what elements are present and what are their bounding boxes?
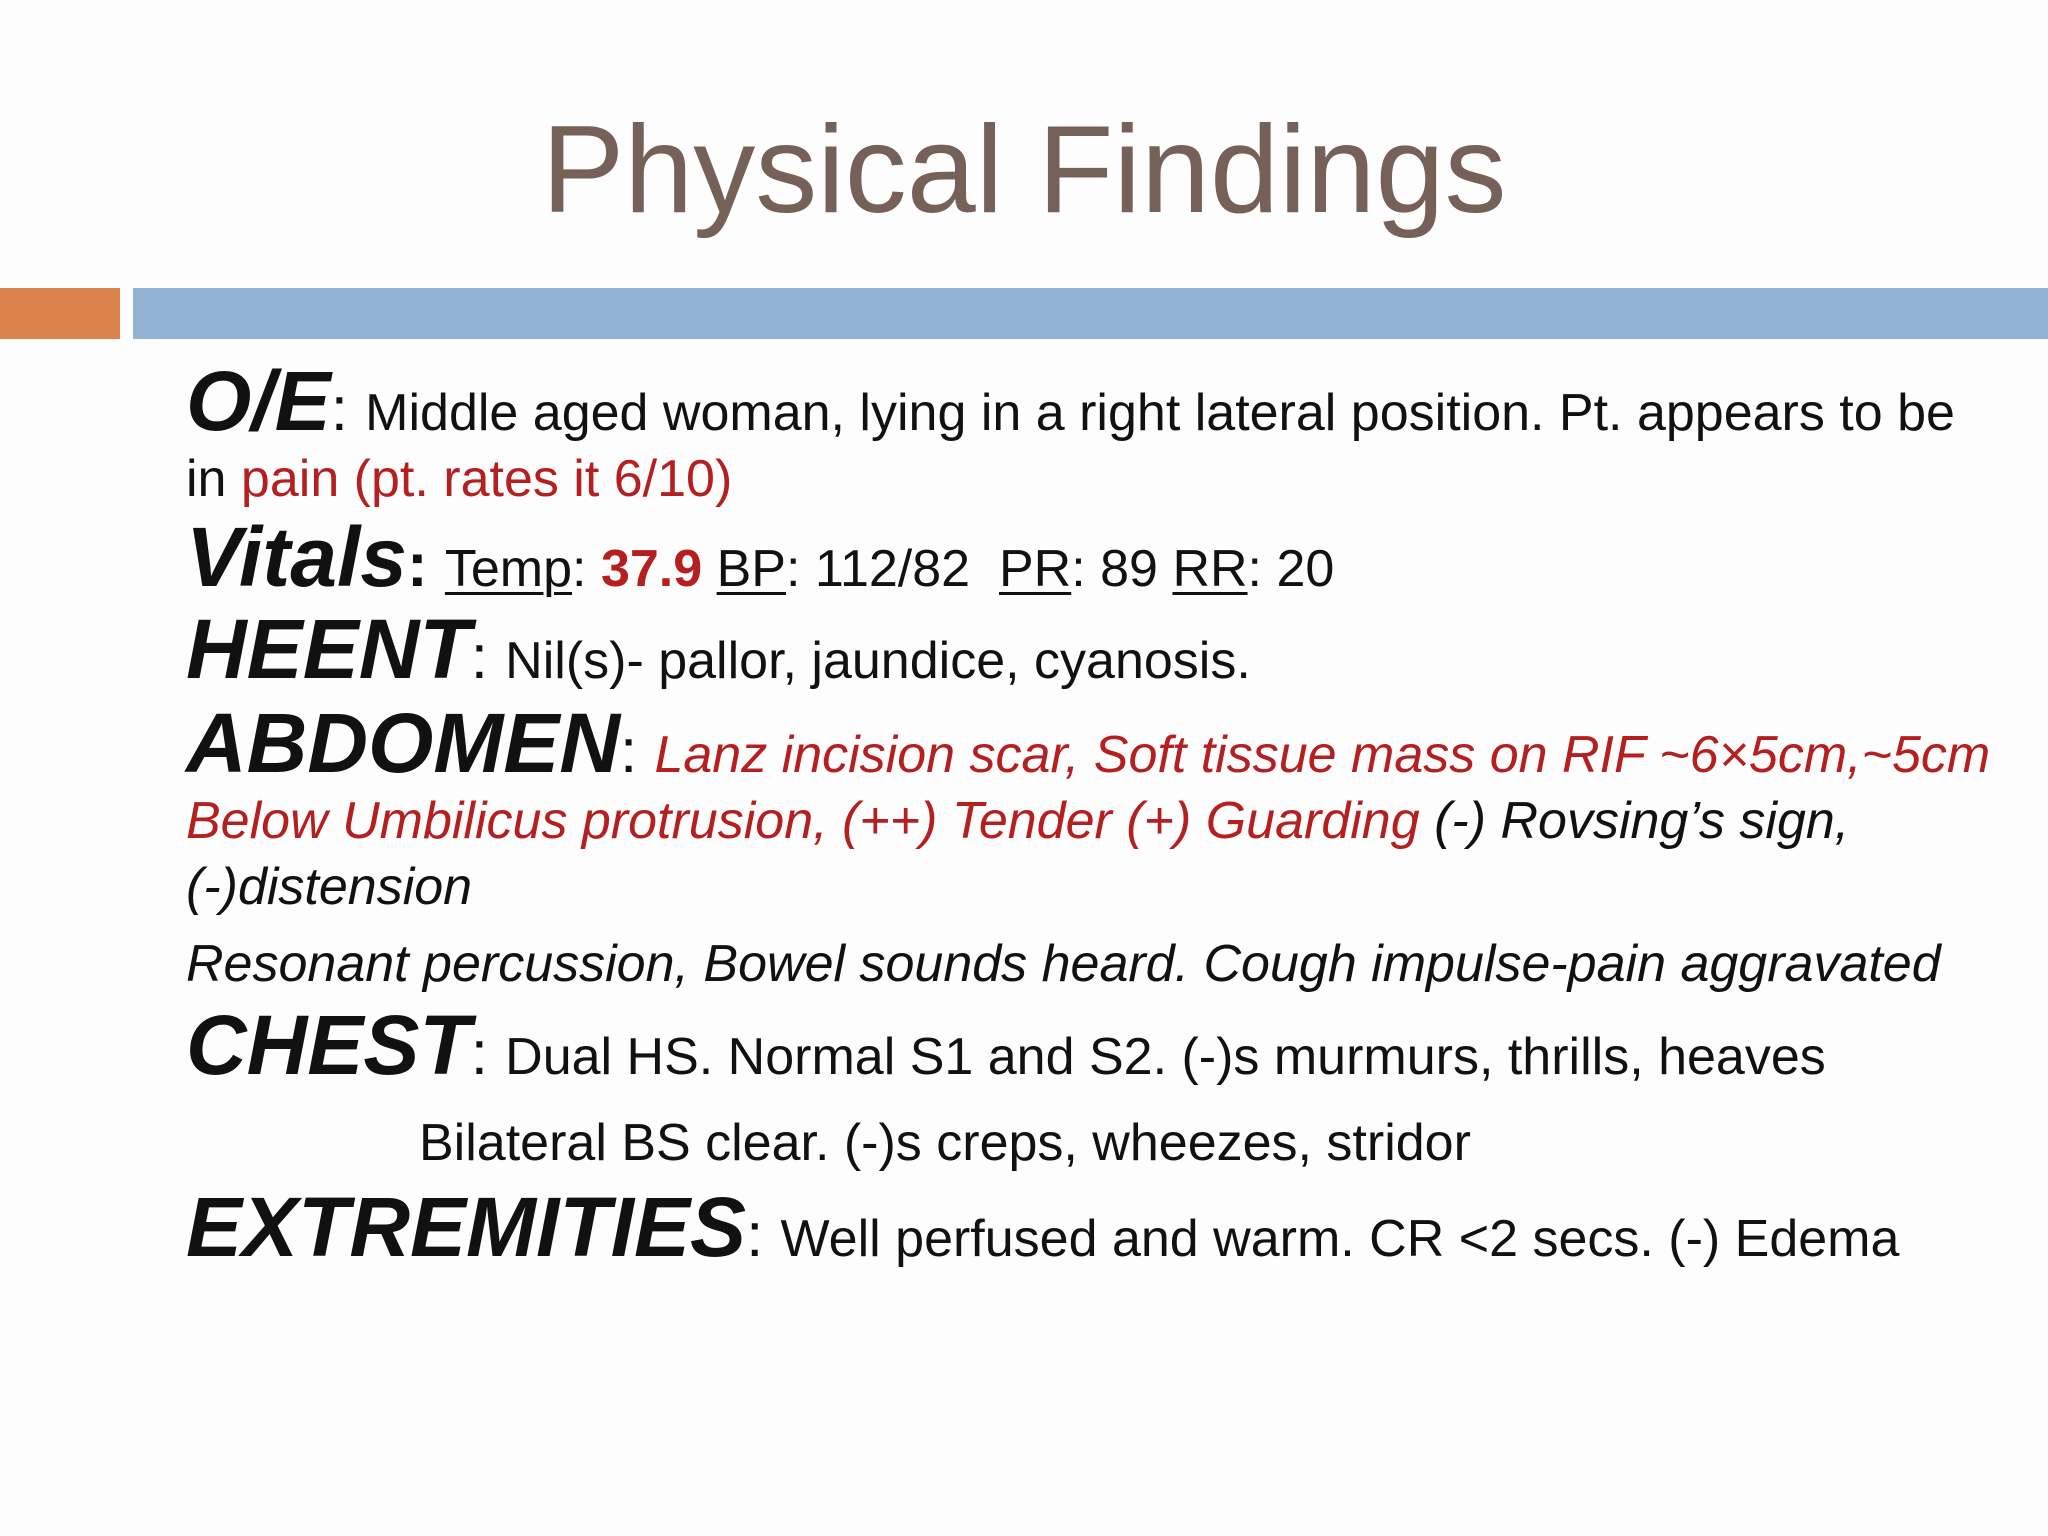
extremities-text: Well perfused and warm. CR <2 secs. (-) Edema bbox=[780, 1210, 1900, 1268]
oe-paragraph bbox=[186, 354, 2006, 512]
heent-paragraph bbox=[186, 602, 2006, 696]
bp-value: 112/82 bbox=[814, 540, 971, 598]
extremities-colon: : bbox=[746, 1201, 781, 1270]
oe-text: Middle aged woman, lying in a right lateral position. Pt. appears to be in bbox=[186, 384, 1955, 508]
abdomen-black-text: (-) Rovsing’s sign, (-)distension bbox=[186, 792, 1850, 916]
abdomen-red-text: Lanz incision scar, Soft tissue mass on RIF ~6×5cm,~5cm Below Umbilicus protrusion, (++) Tender (+) Guarding bbox=[186, 726, 1991, 850]
heent-heading: HEENT bbox=[186, 602, 471, 696]
temp-label: Temp bbox=[444, 540, 573, 598]
chest-paragraph bbox=[186, 998, 2006, 1092]
chest-heading: CHEST bbox=[186, 998, 471, 1092]
slide-body bbox=[186, 354, 2006, 1274]
oe-heading: O/E bbox=[186, 354, 331, 448]
vitals-paragraph: Vitals: Temp: 37.9 BP: 112/82 PR: 89 RR: 20 bbox=[186, 510, 1335, 604]
pr-label: PR bbox=[998, 540, 1072, 598]
bp-label: BP bbox=[716, 540, 786, 598]
extremities-heading: EXTREMITIES bbox=[186, 1180, 747, 1274]
abdomen-heading: ABDOMEN bbox=[186, 696, 620, 790]
accent-bar-orange bbox=[0, 288, 120, 339]
rr-label: RR bbox=[1172, 540, 1248, 598]
pr-value: 89 bbox=[1100, 540, 1158, 598]
accent-bar-blue bbox=[133, 288, 2048, 339]
chest-colon: : bbox=[470, 1019, 506, 1088]
heent-colon: : bbox=[470, 623, 506, 692]
rr-value: 20 bbox=[1276, 540, 1335, 598]
abdomen-line2: Resonant percussion, Bowel sounds heard. Cough impulse-pain aggravated bbox=[186, 935, 1941, 993]
vitals-colon: : bbox=[407, 531, 445, 600]
slide-title: Physical Findings bbox=[541, 101, 1507, 239]
vitals-heading: Vitals bbox=[186, 510, 407, 604]
abdomen-paragraph bbox=[186, 696, 2006, 920]
chest-line1: Dual HS. Normal S1 and S2. (-)s murmurs, thrills, heaves bbox=[505, 1028, 1826, 1086]
chest-line2: Bilateral BS clear. (-)s creps, wheezes, stridor bbox=[419, 1114, 1471, 1172]
oe-colon: : bbox=[330, 375, 366, 444]
oe-pain-text: pain (pt. rates it 6/10) bbox=[240, 450, 733, 508]
heent-text: Nil(s)- pallor, jaundice, cyanosis. bbox=[505, 632, 1251, 690]
temp-value: 37.9 bbox=[600, 540, 703, 598]
extremities-paragraph bbox=[186, 1180, 2006, 1274]
abdomen-colon: : bbox=[620, 717, 655, 786]
